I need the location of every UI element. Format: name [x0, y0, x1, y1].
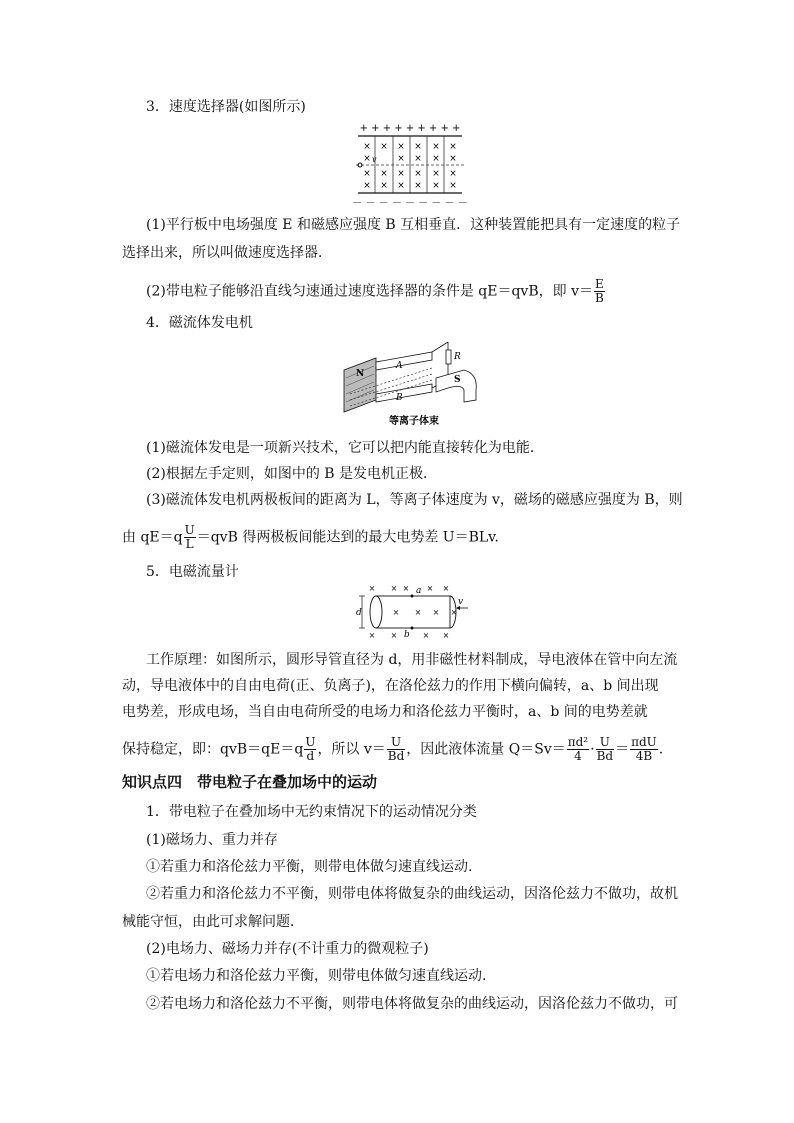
section-4-l5: 械能守恒，由此可求解问题． — [122, 914, 304, 930]
svg-text:×: × — [368, 631, 376, 640]
section-4-title: 知识点四 带电粒子在叠加场中的运动 — [122, 773, 378, 791]
electrode-a-label: a — [416, 586, 422, 596]
mhd-p4: 由 qE＝q $\frac{U}{L}$ ＝qvB 得两极板间能达到的最大电势差 U＝BLv. — [122, 523, 499, 551]
fraction-u-over-d: $\frac{U}{d}$ — [305, 735, 316, 763]
fraction-e-over-b: $\frac{E}{B}$ — [594, 277, 604, 305]
svg-text:×: × — [368, 584, 376, 593]
plate-b-label: B — [396, 393, 403, 403]
mhd-p3: (3)磁流体发电机两极板间的距离为 L，等离子体速度为 v，磁场的磁感应强度为 B，则 — [146, 492, 683, 508]
flowmeter-figure — [354, 584, 472, 640]
bottom-plate-signs: － － － － － － － － － — [352, 198, 468, 209]
section-4-l4: ②若重力和洛伦兹力不平衡，则带电体将做复杂的曲线运动，因洛伦兹力不做功，故机 — [146, 886, 678, 902]
flowmeter-p2: 动，导电液体中的自由电荷(正、负离子)，在洛伦兹力的作用下横向偏转，a、b 间出现 — [122, 678, 659, 694]
magnet-south-label: S — [454, 375, 461, 385]
svg-text:×: × — [390, 584, 398, 593]
flowmeter-p1: 工作原理：如图所示，圆形导管直径为 d，用非磁性材料制成，导电液体在管中向左流 — [146, 652, 678, 668]
resistor-label: R — [454, 352, 461, 362]
svg-text:×: × — [449, 169, 457, 179]
section-4-l3: ①若重力和洛伦兹力平衡，则带电体做匀速直线运动. — [146, 859, 473, 875]
svg-text:×: × — [442, 631, 450, 640]
velocity-label: v — [372, 155, 377, 164]
svg-text:×: × — [392, 608, 400, 617]
svg-text:×: × — [442, 584, 450, 593]
svg-text:×: × — [414, 169, 422, 179]
svg-text:×: × — [432, 181, 440, 191]
section-4-l6: (2)电场力、磁场力并存(不计重力的微观粒子) — [146, 941, 429, 957]
svg-text:×: × — [380, 142, 388, 152]
svg-text:×: × — [397, 169, 405, 179]
svg-text:×: × — [380, 181, 388, 191]
electrode-b-label: b — [404, 630, 410, 640]
velocity-selector-p1b: 选择出来，所以叫做速度选择器． — [122, 245, 332, 261]
mhd-heading: 4．磁流体发电机 — [146, 315, 253, 331]
velocity-selector-p2: (2)带电粒子能够沿直线匀速通过速度选择器的条件是 qE＝qvB，即 v＝ $\frac{E}{B}$ — [146, 277, 604, 305]
magnet-north-label: N — [356, 369, 365, 379]
section-4-l2: (1)磁场力、重力并存 — [146, 832, 278, 848]
svg-text:×: × — [414, 142, 422, 152]
svg-text:×: × — [363, 154, 371, 164]
svg-text:×: × — [414, 181, 422, 191]
flowmeter-p3: 电势差，形成电场，当自由电荷所受的电场力和洛伦兹力平衡时，a、b 间的电势差就 — [122, 704, 648, 720]
svg-text:×: × — [397, 142, 405, 152]
svg-text:×: × — [363, 181, 371, 191]
svg-text:×: × — [432, 142, 440, 152]
flowmeter-heading: 5．电磁流量计 — [146, 564, 239, 580]
velocity-selector-figure — [348, 120, 472, 210]
diameter-label: d — [356, 608, 362, 618]
svg-text:×: × — [414, 154, 422, 164]
svg-text:×: × — [432, 154, 440, 164]
svg-text:×: × — [397, 154, 405, 164]
svg-text:×: × — [432, 169, 440, 179]
mhd-generator-figure — [336, 338, 486, 430]
svg-text:×: × — [432, 608, 440, 617]
fraction-u-over-bd-2: $\frac{U}{Bd}$ — [596, 735, 614, 763]
svg-text:×: × — [426, 584, 434, 593]
svg-text:×: × — [414, 608, 422, 617]
velocity-selector-p1: (1)平行板中电场强度 E 和磁感应强度 B 互相垂直．这种装置能把具有一定速度的粒子 — [146, 217, 681, 233]
section-4-l1: 1．带电粒子在叠加场中无约束情况下的运动情况分类 — [146, 804, 477, 820]
svg-text:×: × — [449, 154, 457, 164]
fraction-u-over-l: $\frac{U}{L}$ — [184, 523, 195, 551]
svg-text:×: × — [450, 608, 458, 617]
fraction-pi-d2-over-4: $\frac{\text{πd²}}{4}$ — [567, 735, 589, 763]
velocity-selector-heading: 3．速度选择器(如图所示) — [146, 99, 306, 115]
svg-text:×: × — [397, 181, 405, 191]
svg-text:×: × — [390, 631, 398, 640]
svg-text:×: × — [363, 142, 371, 152]
top-plate-signs: + + + + + + + + + — [359, 123, 461, 134]
section-4-l7: ①若电场力和洛伦兹力平衡，则带电体做匀速直线运动. — [146, 968, 487, 984]
svg-text:×: × — [380, 169, 388, 179]
flowmeter-p4: 保持稳定，即：qvB＝qE＝q $\frac{U}{d}$ ，所以 v＝ $\frac{U}{Bd}$ ，因此液体流量 Q＝Sv＝ $\frac{\text{πd²}}{4}$ · $\frac{U}{Bd}$ ＝ πdU 4B . — [122, 735, 664, 763]
svg-text:×: × — [449, 142, 457, 152]
svg-text:×: × — [449, 181, 457, 191]
flow-velocity-label: v — [458, 597, 464, 607]
svg-text:×: × — [402, 584, 410, 593]
svg-text:×: × — [422, 631, 430, 640]
fraction-pi-du-over-4b: πdU 4B — [631, 735, 657, 763]
section-4-l8: ②若电场力和洛伦兹力不平衡，则带电体将做复杂的曲线运动，因洛伦兹力不做功，可 — [146, 996, 678, 1012]
plate-a-label: A — [396, 361, 403, 371]
mhd-p2: (2)根据左手定则，如图中的 B 是发电机正极． — [146, 466, 438, 482]
fraction-u-over-bd: $\frac{U}{Bd}$ — [387, 735, 405, 763]
mhd-p1: (1)磁流体发电是一项新兴技术，它可以把内能直接转化为电能． — [146, 440, 544, 456]
plasma-beam-caption: 等离子体束 — [389, 416, 439, 427]
svg-text:×: × — [363, 169, 371, 179]
